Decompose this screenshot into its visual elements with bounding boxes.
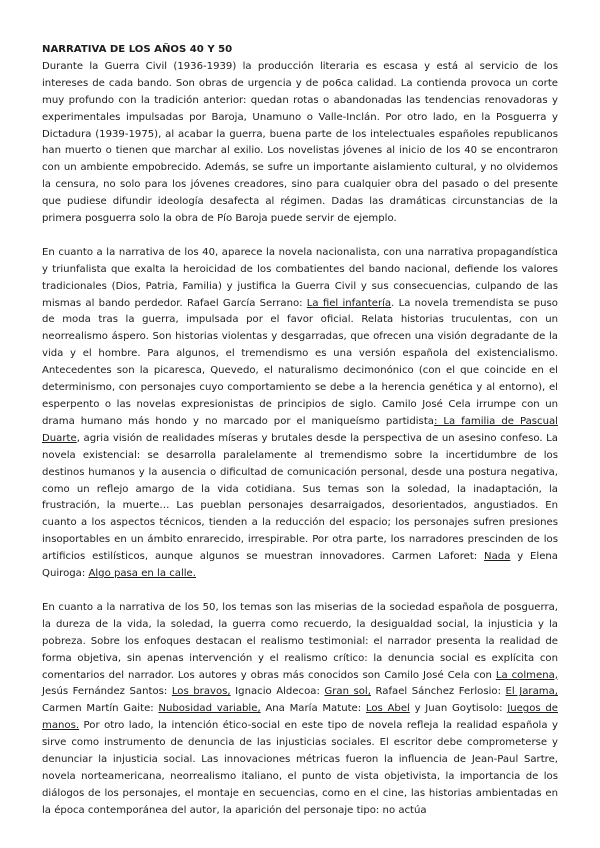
- work-title-los-bravos: Los bravos,: [171, 686, 231, 698]
- work-title-juegos-de-manos: Juegos de manos.: [42, 703, 558, 732]
- work-title-el-jarama: El Jarama,: [505, 686, 558, 698]
- paragraph-civil-war: Durante la Guerra Civil (1936-1939) la producción literaria es escasa y está al servicio de los intereses de cada bando. Son obras de urgencia y de po6ca calidad. La contienda provoca un corte muy profundo con la tradición anterior: quedan rotas o abandonadas las tendencias renovadoras y experimentales impulsadas por Baroja, Unamuno o Valle-Inclán. Por otro lado, en la Posguerra y Dictadura (1939-1975), al acabar la guerra, buena parte de los intelectuales españoles republicanos han muerto o tienen que marchar al exilio. Los novelistas jóvenes al inicio de los 40 se encontraron con un ambiente empobrecido. Además, se sufre un importante aislamiento cultural, y no olvidemos la censura, no solo para los jóvenes creadores, sino para cualquier obra del pasado o del presente que pudiese difundir ideología desafecta al régimen. Dadas las dramáticas circunstancias de la primera posguerra solo la obra de Pío Baroja puede servir de ejemplo.: [42, 60, 558, 225]
- work-title-los-abel: Los Abel: [365, 703, 410, 715]
- text-segment: y Elena Quiroga:: [42, 551, 558, 580]
- work-title-nada: Nada: [484, 551, 511, 563]
- text-segment: y Juan Goytisolo:: [409, 703, 508, 715]
- paragraph-narrativa-50: [42, 600, 558, 820]
- work-title-gran-sol: Gran sol,: [324, 686, 371, 698]
- text-segment: Ana María Matute:: [260, 703, 366, 715]
- text-segment: Jesús Fernández Santos:: [42, 686, 172, 698]
- work-title-la-fiel-infanteria: La fiel infantería: [306, 297, 392, 309]
- text-segment: Ignacio Aldecoa:: [230, 686, 325, 698]
- text-segment: Rafael Sánchez Ferlosio:: [370, 686, 506, 698]
- paragraph-narrativa-40: [42, 245, 558, 583]
- text-segment: En cuanto a la narrativa de los 50, los temas son las miserias de la sociedad española de posguerra, la dureza de la vida, la soledad, la guerra como recuerdo, la desigualdad social, la injusticia y la pobreza. Sobre los enfoques destacan el realismo testimonial: el narrador presenta la realidad de forma objetiva, sin apenas intervención y el realismo crítico: la denuncia social es explícita con comentarios del narrador. Los autores y obras más conocidos son Camilo José Cela con: [42, 601, 558, 681]
- work-title-nubosidad-variable: Nubosidad variable,: [158, 703, 261, 715]
- work-title-pascual-duarte: : La familia de Pascual Duarte: [42, 415, 558, 444]
- document-page: [42, 42, 558, 820]
- work-title-la-colmena: La colmena,: [495, 669, 558, 681]
- document-title: NARRATIVA DE LOS AÑOS 40 Y 50: [42, 44, 233, 55]
- text-segment: , agria visión de realidades míseras y brutales desde la perspectiva de un asesino confeso. La novela existencial: se desarrolla paralelamente al tremendismo sobre la incertidumbre de los destinos humanos y la ausencia o dificultad de comunicación personal, desde una postura negativa, como un reflejo amargo de la vida cotidiana. Sus temas son la soledad, la inadaptación, la frustración, la muerte… Las pueblan personajes desarraigados, desorientados, angustiados. En cuanto a los aspectos técnicos, tienden a la reducción del espacio; los personajes sufren presiones insoportables en un ámbito enrarecido, irrespirable. Por otra parte, los narradores prescinden de los artificios estilísticos, aunque algunos se muestran innovadores. Carmen Laforet:: [42, 432, 558, 563]
- text-segment: Por otro lado, la intención ético-social en este tipo de novela refleja la realidad española y sirve como instrumento de denuncia de las injusticias sociales. El escritor debe comprometerse y denunciar la injusticia social. Las innovaciones métricas fueron la influencia de Jean-Paul Sartre, novela norteamericana, neorrealismo italiano, el punto de vista objetivista, la importancia de los diálogos de los personajes, el montaje en secuencias, como en el cine, las historias ambientadas en la época contemporánea del autor, la aparición del personaje tipo: no actúa: [42, 720, 558, 816]
- work-title-algo-pasa: Algo pasa en la calle.: [88, 568, 196, 580]
- text-segment: Carmen Martín Gaite:: [42, 703, 159, 715]
- text-segment: En cuanto a la narrativa de los 40, aparece la novela nacionalista, con una narrativa propagandística y triunfalista que exalta la heroicidad de los combatientes del bando nacional, defiende los valores tradicionales (Dios, Patria, Familia) y justifica la Guerra Civil y sus consecuencias, culpando de las mismas al bando perdedor. Rafael García Serrano:: [42, 246, 558, 309]
- text-segment: . La novela tremendista se puso de moda tras la guerra, impulsada por el favor oficial. Relata historias truculentas, con un neorrealismo áspero. Son historias violentas y desgarradas, que ofrecen una visión degradante de la vida y el hombre. Para algunos, el tremendismo es una versión española del existencialismo. Antecedentes son la picaresca, Quevedo, el naturalismo decimonónico (con el que coincide en el determinismo, con personajes cuyo comportamiento se debe a la herencia genética y al entorno), el esperpento o las novelas expresionistas de principios de siglo. Camilo José Cela irrumpe con un drama humano más hondo y no marcado por el maniqueísmo partidista: [42, 297, 558, 427]
